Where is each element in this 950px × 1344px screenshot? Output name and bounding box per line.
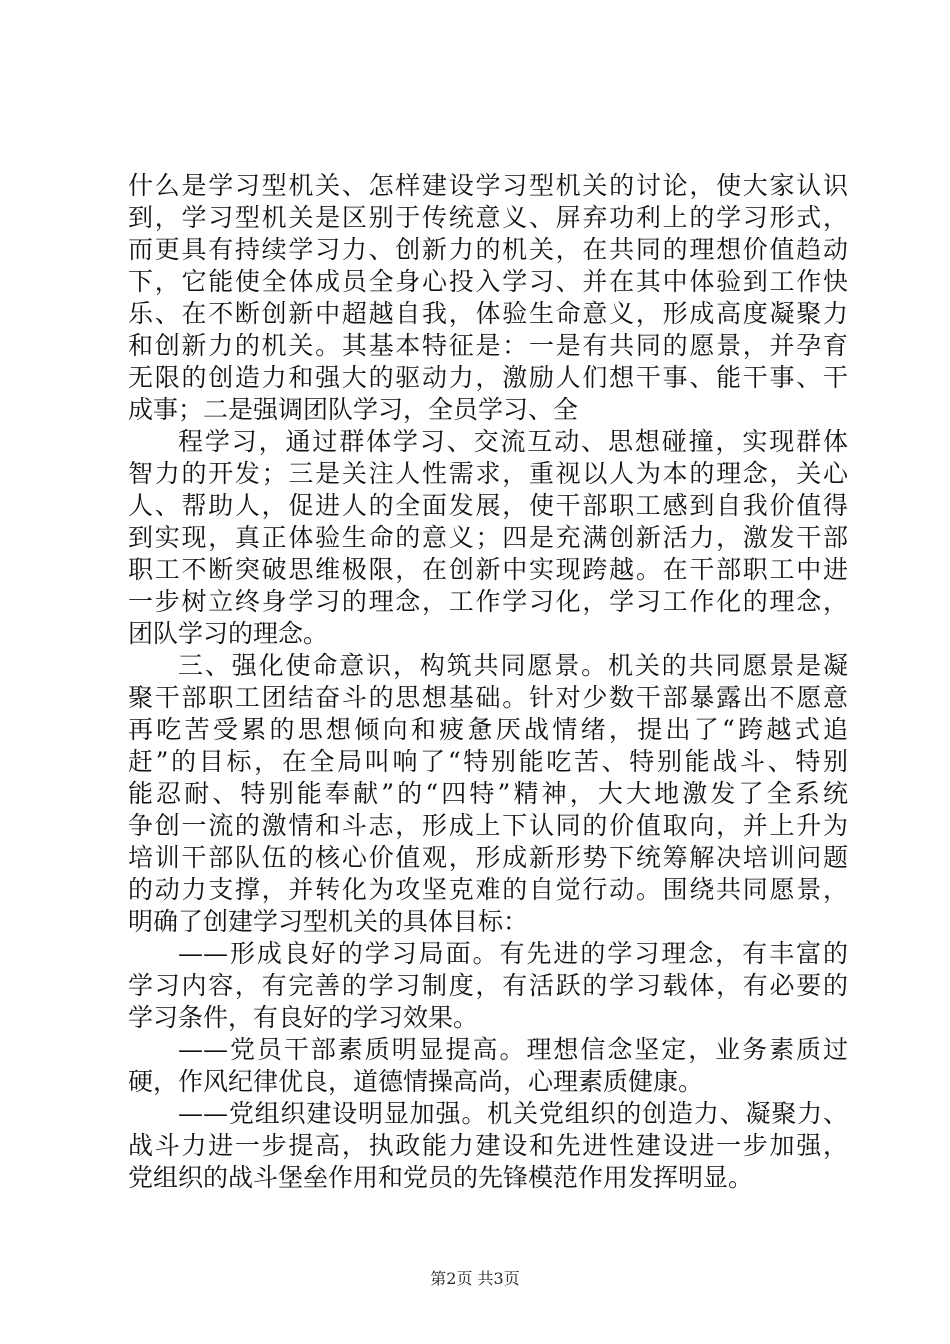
text-line: 战斗力进一步提高，执政能力建设和先进性建设进一步加强，: [128, 1131, 848, 1160]
paragraph: [128, 170, 848, 426]
text-line: 下，它能使全体成员全身心投入学习、并在其中体验到工作快: [128, 267, 848, 296]
paragraph: [128, 426, 848, 650]
text-line: 一步树立终身学习的理念，工作学习化，学习工作化的理念，: [128, 587, 848, 616]
text-line: 到实现，真正体验生命的意义；四是充满创新活力，激发干部: [128, 523, 848, 552]
text-line: 什么是学习型机关、怎样建设学习型机关的讨论，使大家认识: [128, 171, 848, 200]
text-line: 再吃苦受累的思想倾向和疲惫厌战情绪，提出了“跨越式追: [128, 715, 848, 744]
text-line: 明确了创建学习型机关的具体目标：: [128, 907, 529, 936]
page-footer: [0, 1268, 950, 1290]
text-line: 能忍耐、特别能奉献”的“四特”精神，大大地激发了全系统: [128, 779, 848, 808]
paragraph: [128, 650, 848, 938]
text-line: 聚干部职工团结奋斗的思想基础。针对少数干部暴露出不愿意: [128, 683, 848, 712]
paragraph: [128, 1098, 848, 1194]
page-number: 第2页 共3页: [430, 1269, 520, 1288]
text-line: 的动力支撑，并转化为攻坚克难的自觉行动。围绕共同愿景，: [128, 875, 848, 904]
paragraph: [128, 938, 848, 1034]
text-line: 争创一流的激情和斗志，形成上下认同的价值取向，并上升为: [128, 811, 848, 840]
text-line: 和创新力的机关。其基本特征是：一是有共同的愿景，并孕育: [128, 331, 848, 360]
text-line: 无限的创造力和强大的驱动力，激励人们想干事、能干事、干: [128, 363, 848, 392]
text-line: 三、强化使命意识，构筑共同愿景。机关的共同愿景是凝: [178, 651, 848, 680]
text-line: 党组织的战斗堡垒作用和党员的先锋模范作用发挥明显。: [128, 1163, 754, 1192]
text-line: 智力的开发；三是关注人性需求，重视以人为本的理念，关心: [128, 459, 848, 488]
text-line: 乐、在不断创新中超越自我，体验生命意义，形成高度凝聚力: [128, 299, 848, 328]
text-line: ——党组织建设明显加强。机关党组织的创造力、凝聚力、: [178, 1099, 848, 1128]
text-line: ——党员干部素质明显提高。理想信念坚定，业务素质过: [178, 1035, 848, 1064]
text-line: 团队学习的理念。: [128, 619, 329, 648]
text-line: 到，学习型机关是区别于传统意义、屏弃功利上的学习形式，: [128, 203, 848, 232]
paragraph: [128, 1034, 848, 1098]
text-line: 赶”的目标，在全局叫响了“特别能吃苦、特别能战斗、特别: [128, 747, 848, 776]
text-line: 程学习，通过群体学习、交流互动、思想碰撞，实现群体: [178, 427, 848, 456]
document-body: [128, 170, 848, 1194]
text-line: 学习内容，有完善的学习制度，有活跃的学习载体，有必要的: [128, 971, 848, 1000]
text-line: ——形成良好的学习局面。有先进的学习理念，有丰富的: [178, 939, 848, 968]
text-line: 人、帮助人，促进人的全面发展，使干部职工感到自我价值得: [128, 491, 848, 520]
text-line: 硬，作风纪律优良，道德情操高尚，心理素质健康。: [128, 1067, 704, 1096]
text-line: 职工不断突破思维极限，在创新中实现跨越。在干部职工中进: [128, 555, 848, 584]
text-line: 学习条件，有良好的学习效果。: [128, 1003, 479, 1032]
text-line: 而更具有持续学习力、创新力的机关，在共同的理想价值趋动: [128, 235, 848, 264]
text-line: 培训干部队伍的核心价值观，形成新形势下统筹解决培训问题: [128, 843, 848, 872]
text-line: 成事；二是强调团队学习，全员学习、全: [128, 395, 579, 424]
